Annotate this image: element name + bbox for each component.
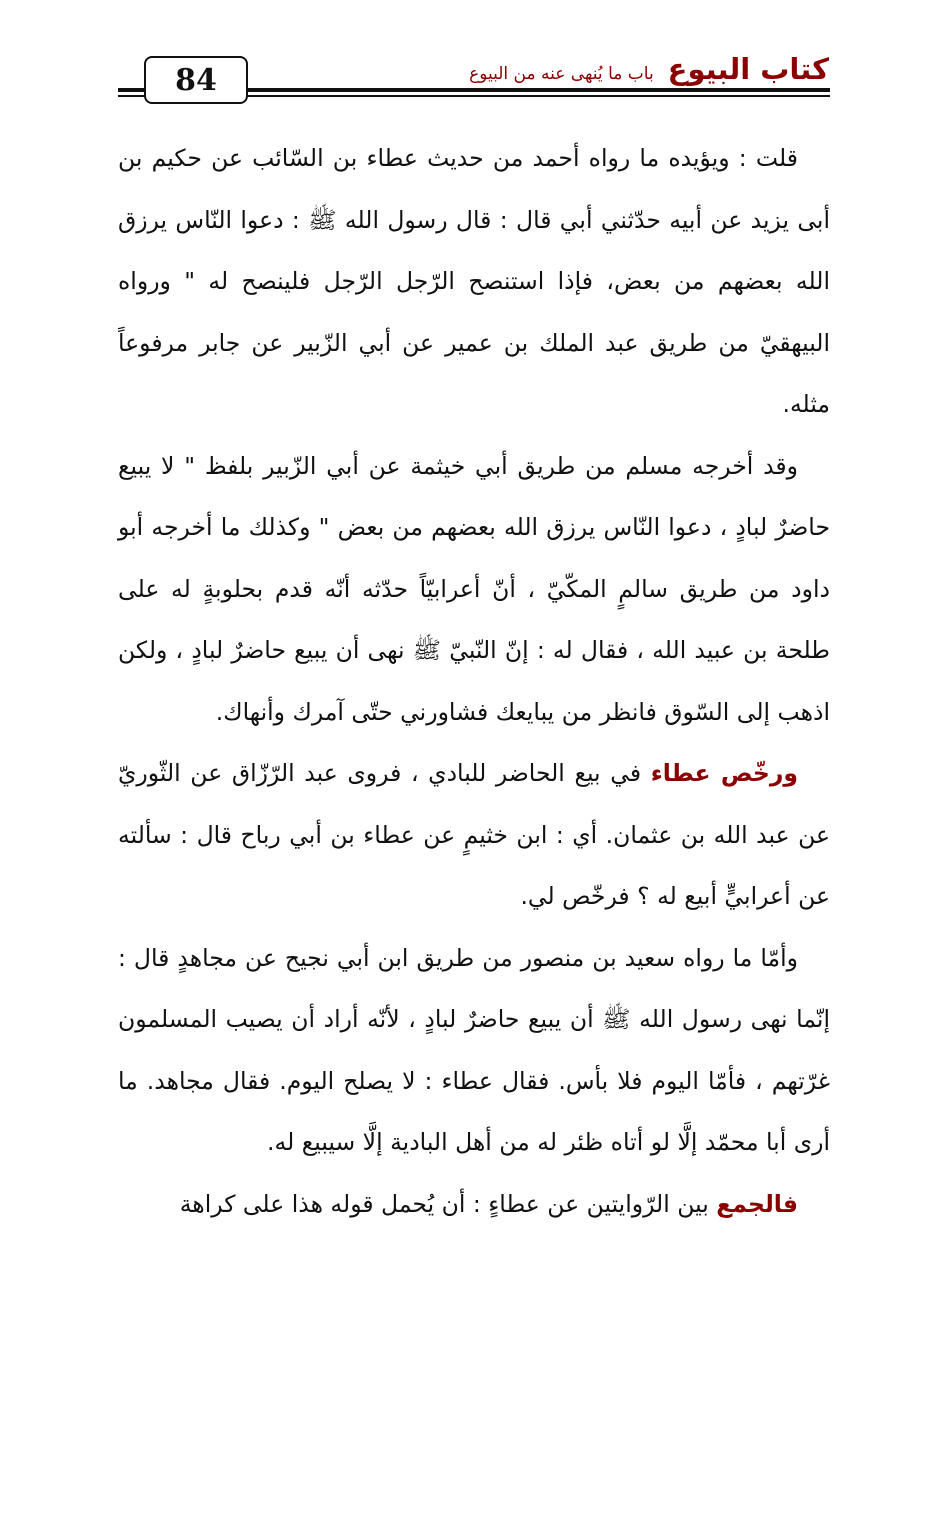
paragraph-5 — [118, 1174, 830, 1236]
paragraph-text: وقد أخرجه مسلم من طريق أبي خيثمة عن أبي الزّبير بلفظ " لا يبيع حاضرٌ لبادٍ ، دعوا النّاس يرزق الله بعضهم من بعض " وكذلك ما أخرجه أبو داود من طريق سالمٍ المكّيّ ، أنّ أعرابيّاً حدّثه أنّه قدم بحلوبةٍ له على طلحة بن عبيد الله ، فقال له : إنّ النّبيّ ﷺ نهى أن يبيع حاضرٌ لبادٍ ، ولكن اذهب إلى السّوق فانظر من يبايعك فشاورني حتّى آمرك وأنهاك. — [118, 451, 830, 726]
page-number-box — [144, 56, 248, 104]
paragraph-text: وأمّا ما رواه سعيد بن منصور من طريق ابن أبي نجيح عن مجاهدٍ قال : إنّما نهى رسول الله ﷺ أن يبيع حاضرٌ لبادٍ ، لأنّه أراد أن يصيب المسلمون غرّتهم ، فأمّا اليوم فلا بأس. فقال عطاء : لا يصلح اليوم. فقال مجاهد. ما أرى أبا محمّد إلَّا لو أتاه ظئر له من أهل البادية إلَّا سيبيع له. — [118, 943, 830, 1156]
paragraph-4 — [118, 928, 830, 1174]
paragraph-1 — [118, 128, 830, 436]
paragraph-text: بين الرّوايتين عن عطاءٍ : أن يُحمل قوله هذا على كراهة — [179, 1189, 717, 1218]
paragraph-lead: فالجمع — [716, 1189, 798, 1218]
paragraph-text: في بيع الحاضر للبادي ، فروى عبد الرّزّاق عن الثّوريّ عن عبد الله بن عثمان. أي : ابن خثيمٍ عن عطاء بن أبي رباح قال : سألته عن أعرابيٍّ أبيع له ؟ فرخّص لي. — [118, 759, 830, 910]
paragraph-lead: ورخّص عطاء — [650, 759, 798, 787]
chapter-title: باب ما يُنهى عنه من البيوع — [469, 64, 654, 84]
book-title: كتاب البيوع — [667, 52, 829, 86]
page-number: 84 — [175, 62, 217, 98]
paragraph-2 — [118, 436, 830, 744]
page-body — [118, 128, 830, 1235]
paragraph-text: قلت : ويؤيده ما رواه أحمد من حديث عطاء بن السّائب عن حكيم بن أبى يزيد عن أبيه حدّثني أبي قال : قال رسول الله ﷺ : دعوا النّاس يرزق الله بعضهم من بعض، فإذا استنصح الرّجل الرّجل فلينصح له " ورواه البيهقيّ من طريق عبد الملك بن عمير عن أبي الزّبير عن جابر مرفوعاً مثله. — [118, 144, 830, 418]
page-header — [0, 0, 945, 110]
running-title — [469, 52, 829, 86]
paragraph-3 — [118, 743, 830, 928]
